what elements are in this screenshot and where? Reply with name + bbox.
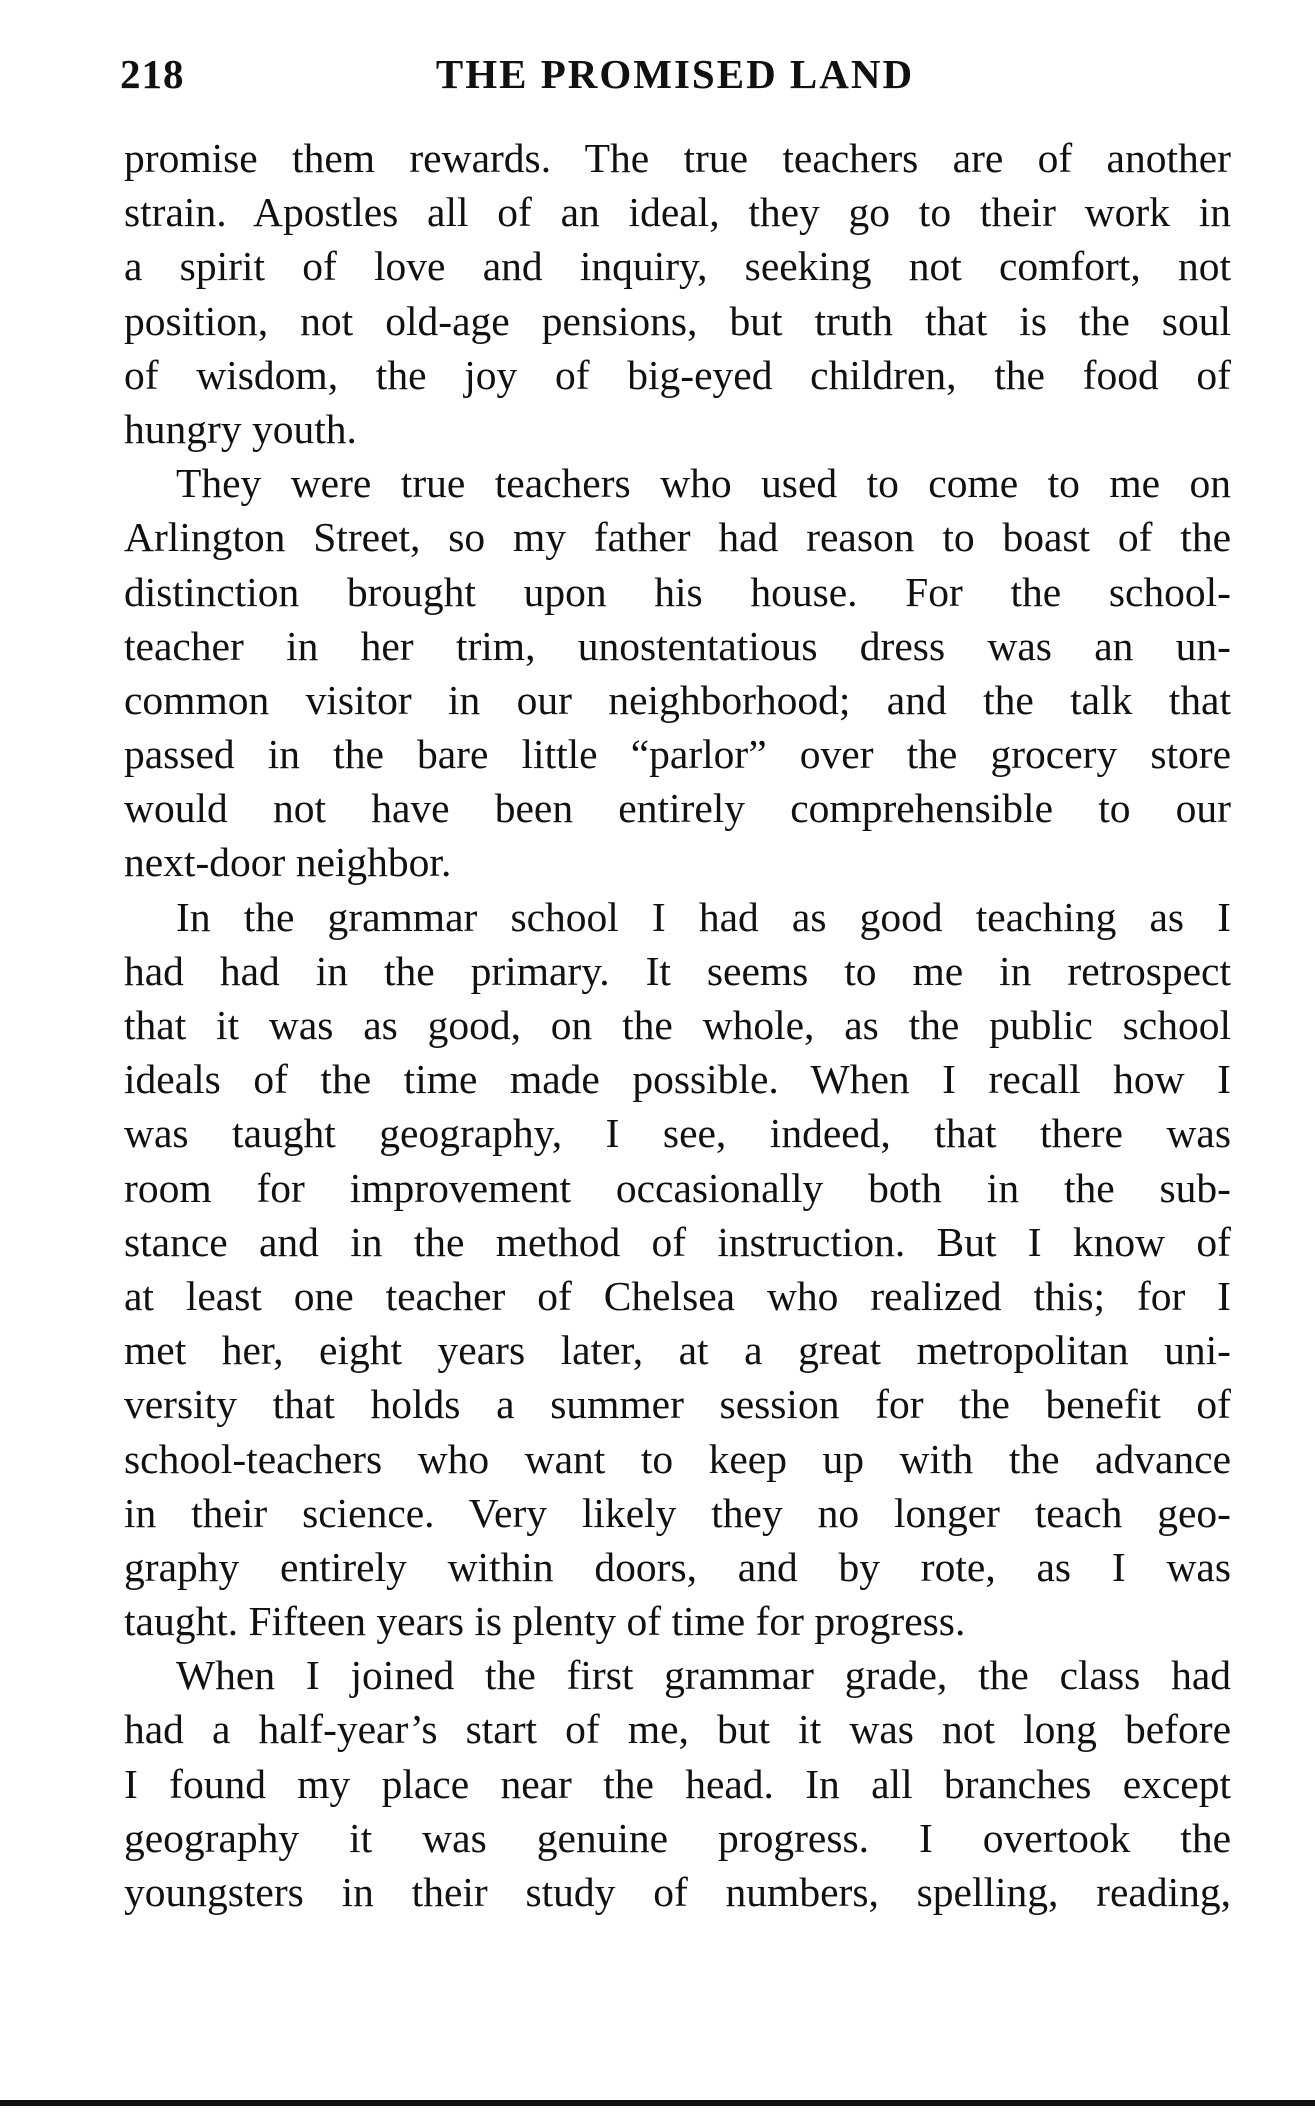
text-line: I found my place near the head. In all branches except xyxy=(124,1760,1231,1807)
paragraph xyxy=(124,456,1231,890)
text-line: stance and in the method of instruction. But I know of xyxy=(124,1218,1231,1265)
text-line: graphy entirely within doors, and by rote, as I was xyxy=(124,1543,1231,1590)
text-line: versity that holds a summer session for the benefit of xyxy=(124,1381,1231,1428)
text-line: youngsters in their study of numbers, spelling, reading, xyxy=(124,1869,1231,1915)
text-line: had a half-year’s start of me, but it was not long before xyxy=(124,1706,1231,1753)
text-line: geography it was genuine progress. I overtook the xyxy=(124,1814,1231,1861)
text-line: school-teachers who want to keep up with the advance xyxy=(124,1435,1231,1482)
text-line: In the grammar school I had as good teaching as I xyxy=(176,893,1231,940)
text-line: a spirit of love and inquiry, seeking not comfort, not xyxy=(124,243,1231,290)
text-line: was taught geography, I see, indeed, that there was xyxy=(124,1110,1231,1157)
text-line: ideals of the time made possible. When I recall how I xyxy=(124,1056,1231,1103)
text-line: strain. Apostles all of an ideal, they go to their work in xyxy=(124,189,1231,236)
bottom-rule xyxy=(0,2100,1315,2106)
page-header xyxy=(120,50,1230,100)
text-line: would not have been entirely comprehensible to our xyxy=(124,785,1231,832)
text-line: met her, eight years later, at a great metropolitan uni- xyxy=(124,1327,1231,1374)
body-text xyxy=(124,131,1231,1919)
paragraph xyxy=(124,131,1231,456)
text-line: They were true teachers who used to come to me on xyxy=(176,460,1231,507)
text-line: distinction brought upon his house. For the school- xyxy=(124,568,1231,615)
text-line: Arlington Street, so my father had reason to boast of the xyxy=(124,514,1231,561)
text-line: common visitor in our neighborhood; and the talk that xyxy=(124,676,1231,723)
page-number: 218 xyxy=(120,51,185,97)
paragraph xyxy=(124,1648,1231,1919)
text-line: at least one teacher of Chelsea who realized this; for I xyxy=(124,1272,1231,1319)
text-line: room for improvement occasionally both in the sub- xyxy=(124,1164,1231,1211)
text-line: promise them rewards. The true teachers are of another xyxy=(124,135,1231,181)
text-line: had had in the primary. It seems to me in retrospect xyxy=(124,947,1231,994)
paragraph xyxy=(124,890,1231,1649)
running-title: THE PROMISED LAND xyxy=(435,51,915,97)
text-line: position, not old-age pensions, but truth that is the soul xyxy=(124,297,1231,344)
text-line: When I joined the first grammar grade, the class had xyxy=(176,1652,1231,1699)
text-line: taught. Fifteen years is plenty of time for progress. xyxy=(124,1598,966,1645)
text-line: passed in the bare little “parlor” over the grocery store xyxy=(124,731,1231,778)
text-line: teacher in her trim, unostentatious dress was an un- xyxy=(124,622,1231,669)
text-line: next-door neighbor. xyxy=(124,839,452,886)
text-line: of wisdom, the joy of big-eyed children, the food of xyxy=(124,351,1231,398)
text-line: that it was as good, on the whole, as the public school xyxy=(124,1002,1231,1048)
text-line: in their science. Very likely they no longer teach geo- xyxy=(124,1489,1231,1536)
text-line: hungry youth. xyxy=(124,405,357,452)
